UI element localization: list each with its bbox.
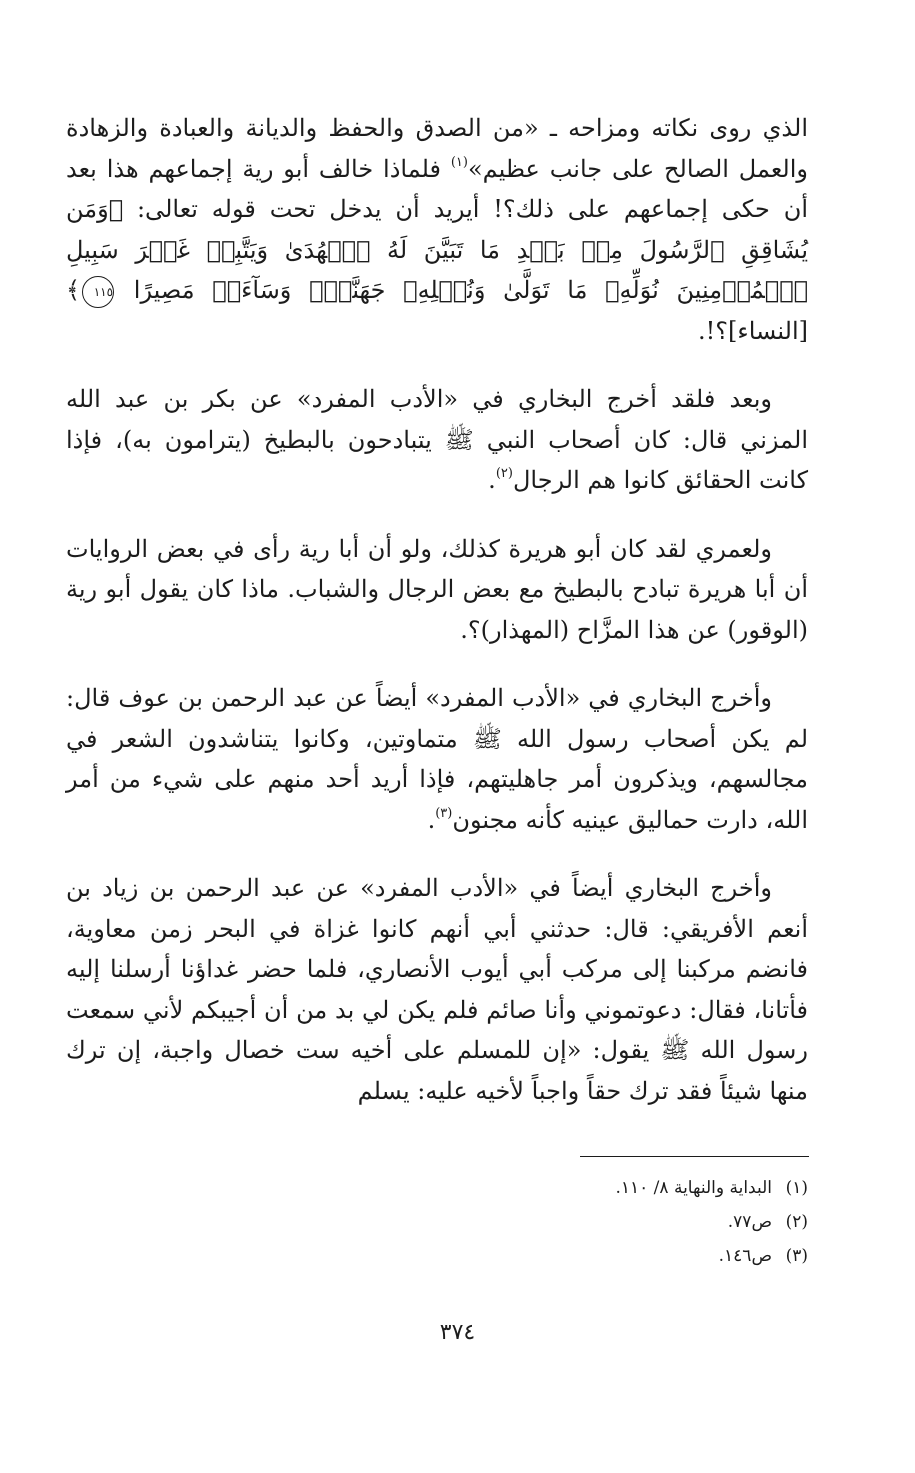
paragraph-text: . xyxy=(427,805,436,834)
paragraph xyxy=(66,868,808,1111)
paragraph-text: فلماذا خالف أبو رية إجماعهم هذا بعد أن حكى إجماعهم على ذلك؟! أيريد أن يدخل تحت قوله تعالى: xyxy=(66,154,808,223)
footnotes xyxy=(308,1171,808,1273)
footnote-reference: (٣) xyxy=(435,805,453,821)
paragraph-text: [النساء]؟!. xyxy=(698,316,808,345)
quran-verse: ﴿وَمَن يُشَاقِقِ ٱلرَّسُولَ مِنۢ بَعۡدِ مَا تَبَيَّنَ لَهُ ٱلۡهُدَىٰ وَيَتَّبِعۡ غَيۡرَ سَبِيلِ ٱلۡمُؤۡمِنِينَ نُوَلِّهِۦ مَا تَوَلَّىٰ وَنُصۡلِهِۦ جَهَنَّمَۖ وَسَآءَتۡ مَصِيرًا xyxy=(66,195,808,304)
paragraph-text: الذي روى نكاته ومزاحه ـ «من الصدق والحفظ والديانة والعبادة والزهادة والعمل الصالح على جانب عظيم» xyxy=(66,114,808,183)
ayah-number-mark: ١١٥ xyxy=(82,276,114,308)
paragraph xyxy=(66,108,808,351)
paragraph xyxy=(66,529,808,651)
page-number: ٣٧٤ xyxy=(439,1320,476,1345)
footnote-text: ص٧٧. xyxy=(727,1212,772,1232)
paragraph xyxy=(66,379,808,501)
paragraph-text: وبعد فلقد أخرج البخاري في «الأدب المفرد» عن بكر بن عبد الله المزني قال: كان أصحاب النبي ﷺ يتبادحون بالبطيخ (يترامون به)، فإذا كانت الحقائق كانوا هم الرجال xyxy=(66,385,808,494)
footnote-number: (١) xyxy=(785,1178,808,1198)
paragraph-text: ولعمري لقد كان أبو هريرة كذلك، ولو أن أبا رية رأى في بعض الروايات أن أبا هريرة تبادح بالبطيخ مع بعض الرجال والشباب. ماذا كان يقول أبو رية (الوقور) عن هذا المزَّاح (المهذار)؟. xyxy=(66,534,809,644)
quran-verse: ﴾ xyxy=(66,276,81,304)
footnote-reference: (٢) xyxy=(495,466,513,481)
footnote xyxy=(308,1205,808,1239)
footnote-text: البداية والنهاية ٨/ ١١٠. xyxy=(615,1178,772,1198)
paragraph-text: وأخرج البخاري أيضاً في «الأدب المفرد» عن عبد الرحمن بن زياد بن أنعم الأفريقي: قال: حدثني أبي أنهم كانوا غزاة في البحر زمن معاوية، فانضم مركبنا إلى مركب أبي أيوب الأنصاري، فلما حضر غداؤنا أرسلنا إليه فأتانا، فقال: دعوتموني وأنا صائم فلم يكن لي بد من أن أجيبكم لأني سمعت رسول الله ﷺ يقول: «إن للمسلم على أخيه ست خصال واجبة، إن ترك منها شيئاً فقد ترك حقاً واجباً لأخيه عليه: يسلم xyxy=(66,874,808,1105)
paragraph-text: وأخرج البخاري في «الأدب المفرد» أيضاً عن عبد الرحمن بن عوف قال: لم يكن أصحاب رسول الله ﷺ متماوتين، وكانوا يتناشدون الشعر في مجالسهم، ويذكرون أمر جاهليتهم، فإذا أريد أحد منهم على شيء من أمر الله، دارت حماليق عينيه كأنه مجنون xyxy=(66,684,808,834)
footnote-divider xyxy=(580,1156,809,1157)
paragraph-text: . xyxy=(488,466,496,494)
footnote-number: (٢) xyxy=(785,1212,808,1232)
footnote-text: ص١٤٦. xyxy=(718,1246,772,1266)
footnote-number: (٣) xyxy=(785,1246,808,1266)
footnote xyxy=(308,1171,808,1205)
footnote xyxy=(308,1239,808,1273)
paragraph xyxy=(66,678,808,840)
main-text xyxy=(66,108,808,1111)
footnote-reference: (١) xyxy=(450,154,468,170)
